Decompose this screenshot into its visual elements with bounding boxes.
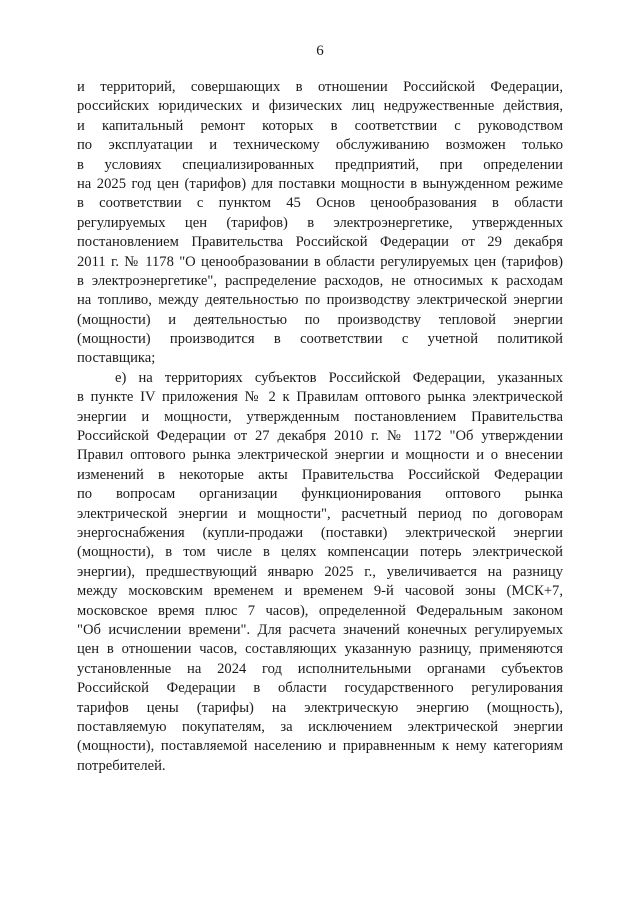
text-line: энергии и мощности, утвержденным постановлением Правительства: [77, 408, 563, 425]
text-line: установленные на 2024 год исполнительными органами субъектов: [77, 660, 563, 677]
paragraph-start-line: е) на территориях субъектов Российской Федерации, указанных: [115, 369, 563, 386]
text-line: на 2025 год цен (тарифов) для поставки мощности в вынужденном режиме: [77, 175, 563, 192]
text-line: и капитальный ремонт которых в соответствии с руководством: [77, 117, 563, 134]
body-text: [77, 78, 563, 776]
text-line: и территорий, совершающих в отношении Российской Федерации,: [77, 79, 563, 95]
text-line: "Об исчислении времени". Для расчета значений конечных регулируемых: [77, 621, 563, 638]
text-line: по вопросам организации функционирования оптового рынка: [77, 486, 563, 503]
text-line: московское время плюс 7 часов), определенной Федеральным законом: [77, 602, 563, 619]
text-line: в электроэнергетике", распределение расходов, не относимых к расходам: [77, 272, 563, 289]
text-line: 2011 г. № 1178 "О ценообразовании в области регулируемых цен (тарифов): [77, 253, 563, 270]
text-line: (мощности), поставляемой населению и приравненным к нему категориям: [77, 738, 563, 755]
text-line: в пункте IV приложения № 2 к Правилам оптового рынка электрической: [77, 389, 563, 406]
text-line: в условиях специализированных предприятий, при определении: [77, 156, 563, 173]
text-line: между московским временем и временем 9-й часовой зоны (МСК+7,: [77, 583, 563, 600]
text-line: изменений в некоторые акты Правительства Российской Федерации: [77, 466, 563, 483]
page-number: 6: [316, 43, 324, 59]
text-line: постановлением Правительства Российской Федерации от 29 декабря: [77, 234, 563, 251]
text-line: тарифов цены (тарифы) на электрическую энергию (мощность),: [77, 699, 563, 716]
paragraph-end-line: потребителей.: [77, 757, 166, 774]
text-line: (мощности), в том числе в целях компенсации потерь электрической: [77, 544, 563, 561]
paragraph-end-line: поставщика;: [77, 350, 156, 367]
text-line: поставляемую покупателям, за исключением электрической энергии: [77, 718, 563, 735]
text-line: Правил оптового рынка электрической энергии и мощности и о внесении: [77, 447, 563, 464]
text-line: по эксплуатации и техническому обслуживанию возможен только: [77, 137, 563, 154]
text-line: (мощности) и деятельностью по производству тепловой энергии: [77, 311, 563, 328]
text-line: цен в отношении часов, составляющих указанную разницу, применяются: [77, 641, 563, 658]
text-line: Российской Федерации в области государственного регулирования: [77, 680, 563, 697]
text-line: Российской Федерации от 27 декабря 2010 г. № 1172 "Об утверждении: [77, 428, 563, 445]
text-line: (мощности) производится в соответствии с учетной политикой: [77, 331, 563, 348]
text-line: в соответствии с пунктом 45 Основ ценообразования в области: [77, 195, 563, 212]
text-line: на топливо, между деятельностью по производству электрической энергии: [77, 292, 563, 309]
text-line: энергоснабжения (купли-продажи (поставки) электрической энергии: [77, 524, 563, 541]
text-line: энергии), предшествующий январю 2025 г., увеличивается на разницу: [77, 563, 563, 580]
text-line: электрической энергии и мощности", расчетный период по договорам: [77, 505, 563, 522]
text-line: регулируемых цен (тарифов) в электроэнергетике, утвержденных: [77, 214, 563, 231]
text-line: российских юридических и физических лиц недружественные действия,: [77, 98, 563, 115]
